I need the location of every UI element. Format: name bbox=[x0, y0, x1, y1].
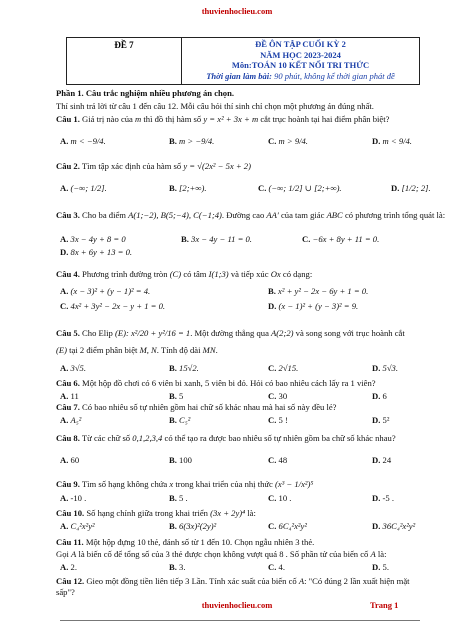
question-11: Câu 11. Một hộp đựng 10 thẻ, đánh số từ 1 đến 10. Chọn ngẫu nhiên 3 thẻ. bbox=[56, 537, 315, 547]
q4-option-c[interactable]: C. 4x² + 3y² − 2x − y + 1 = 0. bbox=[60, 301, 166, 311]
q10-option-a[interactable]: A. C₄²x²y² bbox=[60, 521, 95, 531]
q6-option-b[interactable]: B. 5 bbox=[169, 391, 184, 401]
q2-option-c[interactable]: C. (−∞; 1/2] ∪ [2;+∞). bbox=[258, 183, 342, 193]
subject: Môn:TOÁN 10 KẾT NỐI TRI THỨC bbox=[231, 60, 370, 70]
footer-divider bbox=[60, 620, 420, 621]
q7-option-d[interactable]: D. 5² bbox=[372, 415, 390, 425]
question-2: Câu 2. Tìm tập xác định của hàm số y = √(2x² − 5x + 2) bbox=[56, 161, 251, 171]
q1-option-d[interactable]: D. m < 9/4. bbox=[372, 136, 412, 146]
question-1: Câu 1. Giá trị nào của m thì đồ thị hàm số y = x² + 3x + m cắt trục hoành tại hai điểm phân biệt? bbox=[56, 114, 390, 124]
q3-option-d[interactable]: D. 8x + 6y + 13 = 0. bbox=[60, 247, 133, 257]
question-9: Câu 9. Tìm số hạng không chứa x trong khai triển của nhị thức (x³ − 1/x²)⁵ bbox=[56, 479, 314, 489]
q9-option-a[interactable]: A. -10 . bbox=[60, 493, 87, 503]
question-7: Câu 7. Có bao nhiêu số tự nhiên gồm hai chữ số khác nhau mà hai số này đều lẻ? bbox=[56, 402, 337, 412]
q7-option-b[interactable]: B. C₅² bbox=[169, 415, 191, 425]
q8-option-a[interactable]: A. 60 bbox=[60, 455, 80, 465]
exam-title: ĐỀ ÔN TẬP CUỐI KỲ 2 bbox=[255, 39, 346, 49]
question-5-cont: (E) tại 2 điểm phân biệt M, N. Tính độ dài MN. bbox=[56, 345, 218, 355]
page-number: Trang 1 bbox=[370, 600, 399, 610]
header-right-cell bbox=[182, 39, 419, 81]
q3-option-c[interactable]: C. −6x + 8y + 11 = 0. bbox=[302, 234, 380, 244]
question-8: Câu 8. Từ các chữ số 0,1,2,3,4 có thể tạo ra được bao nhiêu số tự nhiên gồm ba chữ số khác nhau? bbox=[56, 433, 396, 443]
q7-option-c[interactable]: C. 5 ! bbox=[268, 415, 288, 425]
q1-option-b[interactable]: B. m > −9/4. bbox=[169, 136, 215, 146]
header-left-cell bbox=[67, 38, 182, 84]
question-11-cont: Gọi A là biến cố để tổng số của 3 thẻ được chọn không vượt quá 8 . Số phần tử của biến cố A là: bbox=[56, 549, 387, 559]
q2-option-d[interactable]: D. [1/2; 2]. bbox=[391, 183, 431, 193]
q11-option-c[interactable]: C. 4. bbox=[268, 562, 285, 572]
q9-option-b[interactable]: B. 5 . bbox=[169, 493, 188, 503]
q4-option-d[interactable]: D. (x − 1)² + (y − 3)² = 9. bbox=[268, 301, 359, 311]
q7-option-a[interactable]: A. A₅² bbox=[60, 415, 82, 425]
q8-option-b[interactable]: B. 100 bbox=[169, 455, 192, 465]
question-12: Câu 12. Gieo một đồng tiền liên tiếp 3 Lần. Tính xác suất của biến cố A: "Có đúng 2 lần xuất hiện mặt sấp"? bbox=[56, 576, 410, 597]
part-1-heading: Phần 1. Câu trắc nghiệm nhiều phương án chọn. bbox=[56, 88, 235, 98]
q1-option-a[interactable]: A. m < −9/4. bbox=[60, 136, 106, 146]
q11-option-d[interactable]: D. 5. bbox=[372, 562, 389, 572]
q10-option-c[interactable]: C. 6C₄²x²y² bbox=[268, 521, 307, 531]
time-limit: Thời gian làm bài: 90 phút, không kể thời gian phát đề bbox=[206, 70, 395, 81]
exam-header bbox=[66, 37, 420, 85]
q8-option-d[interactable]: D. 24 bbox=[372, 455, 392, 465]
exam-code: ĐỀ 7 bbox=[114, 40, 134, 50]
q3-option-a[interactable]: A. 3x − 4y + 8 = 0 bbox=[60, 234, 126, 244]
q8-option-c[interactable]: C. 48 bbox=[268, 455, 288, 465]
q2-option-a[interactable]: A. (−∞; 1/2]. bbox=[60, 183, 107, 193]
q5-option-b[interactable]: B. 15√2. bbox=[169, 363, 199, 373]
question-6: Câu 6. Một hộp đồ chơi có 6 viên bi xanh, 5 viên bi đỏ. Hỏi có bao nhiêu cách lấy ra 1 viên? bbox=[56, 378, 376, 388]
q6-option-a[interactable]: A. 11 bbox=[60, 391, 79, 401]
q10-option-b[interactable]: B. 6(3x)²(2y)² bbox=[169, 521, 217, 531]
q10-option-d[interactable]: D. 36C₄²x²y² bbox=[372, 521, 416, 531]
q1-option-c[interactable]: C. m > 9/4. bbox=[268, 136, 308, 146]
question-4: Câu 4. Phương trình đường tròn (C) có tâm I(1;3) và tiếp xúc Ox có dạng: bbox=[56, 269, 313, 279]
q2-option-b[interactable]: B. [2;+∞). bbox=[169, 183, 207, 193]
q4-option-b[interactable]: B. x² + y² − 2x − 6y + 1 = 0. bbox=[268, 286, 369, 296]
school-year: NĂM HỌC 2023-2024 bbox=[260, 49, 341, 60]
question-5: Câu 5. Cho Elip (E): x²/20 + y²/16 = 1. Một đường thẳng qua A(2;2) và song song với trục hoành cắt bbox=[56, 328, 405, 338]
q5-option-d[interactable]: D. 5√3. bbox=[372, 363, 398, 373]
q11-option-b[interactable]: B. 3. bbox=[169, 562, 186, 572]
q11-option-a[interactable]: A. 2. bbox=[60, 562, 77, 572]
q9-option-c[interactable]: C. 10 . bbox=[268, 493, 292, 503]
footer-site-link[interactable]: thuvienhoclieu.com bbox=[201, 600, 273, 610]
site-watermark-top[interactable]: thuvienhoclieu.com bbox=[201, 6, 273, 16]
q6-option-c[interactable]: C. 30 bbox=[268, 391, 288, 401]
q5-option-c[interactable]: C. 2√15. bbox=[268, 363, 299, 373]
q4-option-a[interactable]: A. (x − 3)² + (y − 1)² = 4. bbox=[60, 286, 151, 296]
q5-option-a[interactable]: A. 3√5. bbox=[60, 363, 86, 373]
instructions: Thí sinh trả lời từ câu 1 đến câu 12. Mỗi câu hỏi thí sinh chỉ chọn một phương án đúng nhất. bbox=[56, 101, 374, 111]
q3-option-b[interactable]: B. 3x − 4y − 11 = 0. bbox=[181, 234, 252, 244]
q9-option-d[interactable]: D. -5 . bbox=[372, 493, 394, 503]
question-10: Câu 10. Số hạng chính giữa trong khai triển (3x + 2y)⁴ là: bbox=[56, 508, 256, 518]
q6-option-d[interactable]: D. 6 bbox=[372, 391, 387, 401]
question-3: Câu 3. Cho ba điểm A(1;−2), B(5;−4), C(−1;4). Đường cao AA′ của tam giác ABC có phương trình tổng quát là: bbox=[56, 210, 446, 220]
